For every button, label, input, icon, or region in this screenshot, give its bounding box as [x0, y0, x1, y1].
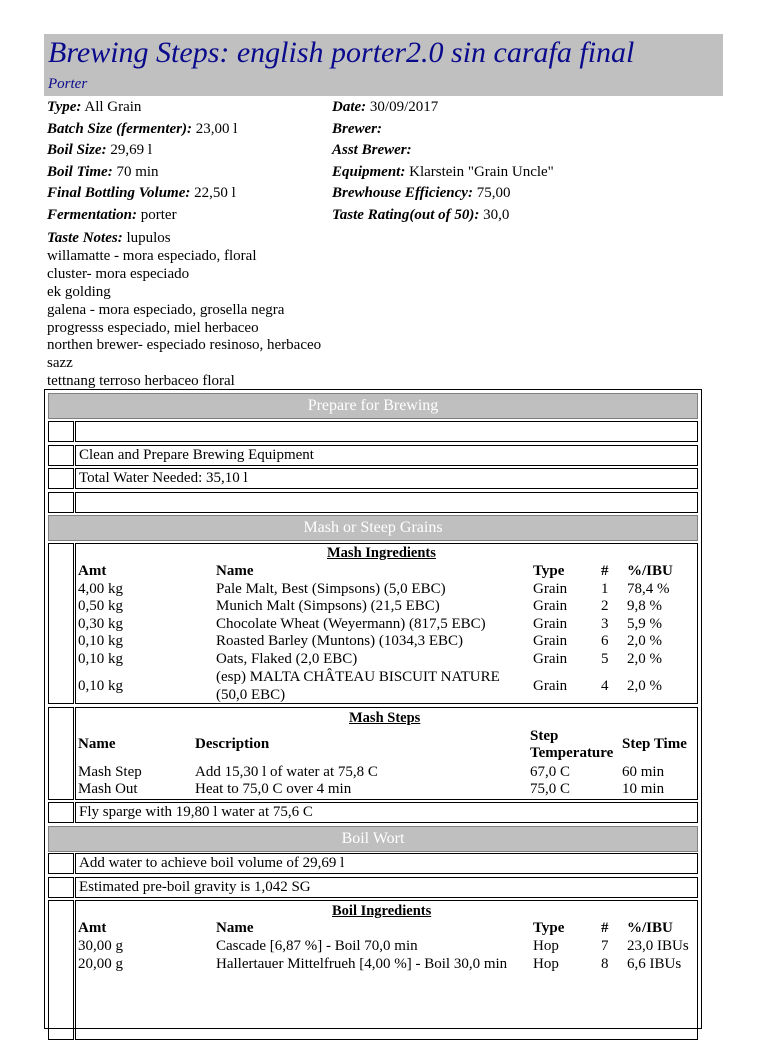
meta-date [332, 99, 438, 116]
cell-pct: 2,0 % [627, 633, 662, 649]
meta-value: 30,0 [483, 207, 510, 223]
cell-name: Cascade [6,87 %] - Boil 70,0 min [216, 938, 418, 954]
cell-type: Hop [533, 938, 559, 954]
checkbox-cell[interactable] [48, 900, 74, 1040]
meta-value: 30/09/2017 [369, 99, 439, 115]
meta-value: Klarstein "Grain Uncle" [409, 164, 554, 180]
col-num: # [601, 563, 609, 579]
col-step-time: Step Time [622, 736, 687, 752]
col-step-temp-cont: Temperature [530, 745, 614, 761]
checkbox-cell[interactable] [48, 468, 74, 489]
step-row [75, 853, 698, 874]
meta-fermentation [47, 207, 177, 224]
step-row-empty [75, 492, 698, 513]
meta-label: Batch Size (fermenter): [47, 121, 192, 137]
cell-name: Pale Malt, Best (Simpsons) (5,0 EBC) [216, 581, 446, 597]
checkbox-cell[interactable] [48, 421, 74, 442]
cell-type: Grain [533, 651, 568, 667]
meta-value: 22,50 l [194, 185, 236, 201]
sparge-text: Fly sparge with 19,80 l water at 75,6 C [79, 804, 313, 820]
cell-amt: 0,10 kg [78, 633, 123, 649]
cell-step-time: 60 min [622, 764, 665, 780]
taste-notes [47, 230, 321, 391]
meta-label: Asst Brewer: [332, 142, 412, 158]
meta-label: Taste Rating(out of 50): [332, 207, 480, 223]
cell-pct: 2,0 % [627, 651, 662, 667]
checkbox-cell[interactable] [48, 853, 74, 874]
meta-efficiency [332, 185, 510, 202]
col-name: Name [216, 563, 254, 579]
cell-step-desc: Heat to 75,0 C over 4 min [195, 781, 352, 797]
cell-name-cont: (50,0 EBC) [216, 687, 286, 703]
cell-type: Grain [533, 581, 568, 597]
cell-type: Hop [533, 956, 559, 972]
cell-step-temp: 67,0 C [530, 764, 571, 780]
step-row [75, 877, 698, 898]
taste-note-line: willamatte - mora especiado, floral [47, 247, 257, 264]
cell-pct: 78,4 % [627, 581, 670, 597]
taste-note-line: cluster- mora especiado [47, 265, 190, 282]
checkbox-cell[interactable] [48, 877, 74, 898]
col-amt: Amt [78, 563, 107, 579]
checkbox-cell[interactable] [48, 445, 74, 466]
cell-step-name: Mash Out [78, 781, 138, 797]
meta-label: Boil Size: [47, 142, 107, 158]
cell-amt: 30,00 g [78, 938, 123, 954]
col-name: Name [216, 920, 254, 936]
taste-note-line: northen brewer- especiado resinoso, herbaceo [47, 337, 322, 354]
step-row [75, 445, 698, 466]
col-step-desc: Description [195, 736, 270, 752]
meta-taste-rating [332, 207, 509, 224]
mash-ingredients-title: Mash Ingredients [327, 545, 436, 561]
cell-name: Chocolate Wheat (Weyermann) (817,5 EBC) [216, 616, 486, 632]
checkbox-cell[interactable] [48, 492, 74, 513]
col-type: Type [533, 563, 565, 579]
meta-value: 75,00 [476, 185, 511, 201]
boil-heading: Boil Wort [48, 826, 698, 852]
meta-label: Fermentation: [47, 207, 138, 223]
style-subtitle: Porter [48, 76, 88, 92]
taste-note-line: sazz [47, 355, 73, 372]
taste-note-line: galena - mora especiado, grosella negra [47, 301, 285, 318]
col-step-temp: Step [530, 728, 559, 744]
checkbox-cell[interactable] [48, 707, 74, 800]
cell-num: 7 [601, 938, 609, 954]
meta-label: Equipment: [332, 164, 406, 180]
cell-amt: 0,10 kg [78, 651, 123, 667]
cell-num: 5 [601, 651, 609, 667]
cell-step-temp: 75,0 C [530, 781, 571, 797]
meta-asst-brewer [332, 142, 412, 159]
cell-amt: 0,50 kg [78, 598, 123, 614]
meta-boil-time [47, 164, 159, 181]
cell-num: 3 [601, 616, 609, 632]
meta-value: 29,69 l [110, 142, 153, 158]
cell-pct: 6,6 IBUs [627, 956, 682, 972]
meta-label: Brewer: [332, 121, 382, 137]
cell-pct: 5,9 % [627, 616, 662, 632]
checkbox-cell[interactable] [48, 543, 74, 704]
taste-note-line: tettnang terroso herbaceo floral [47, 373, 235, 390]
step-row [75, 468, 698, 489]
cell-name: (esp) MALTA CHÂTEAU BISCUIT NATURE [216, 669, 500, 685]
meta-label: Date: [332, 99, 367, 115]
cell-step-time: 10 min [622, 781, 665, 797]
cell-pct: 23,0 IBUs [627, 938, 689, 954]
cell-type: Grain [533, 598, 568, 614]
taste-notes-value: lupulos [126, 230, 171, 246]
cell-amt: 20,00 g [78, 956, 123, 972]
meta-value: porter [140, 207, 177, 223]
title-bar [44, 34, 723, 96]
meta-value: 70 min [116, 164, 159, 180]
col-num: # [601, 920, 609, 936]
col-amt: Amt [78, 920, 107, 936]
step-text: Clean and Prepare Brewing Equipment [79, 447, 314, 463]
cell-name: Munich Malt (Simpsons) (21,5 EBC) [216, 598, 440, 614]
col-pct: %/IBU [627, 563, 673, 579]
meta-brewer [332, 121, 382, 138]
cell-num: 1 [601, 581, 609, 597]
taste-note-line: progresss especiado, miel herbaceo [47, 319, 259, 336]
cell-amt: 0,30 kg [78, 616, 123, 632]
cell-step-desc: Add 15,30 l of water at 75,8 C [195, 764, 378, 780]
meta-batch-size [47, 121, 237, 138]
cell-type: Grain [533, 678, 568, 694]
taste-notes-first-line [47, 230, 321, 248]
cell-num: 2 [601, 598, 609, 614]
meta-label: Type: [47, 99, 82, 115]
checkbox-cell[interactable] [48, 802, 74, 823]
col-pct: %/IBU [627, 920, 673, 936]
cell-num: 8 [601, 956, 609, 972]
step-text: Add water to achieve boil volume of 29,69 l [79, 855, 345, 871]
cell-amt: 4,00 kg [78, 581, 123, 597]
taste-notes-label: Taste Notes: [47, 230, 123, 246]
step-text: Estimated pre-boil gravity is 1,042 SG [79, 879, 311, 895]
cell-num: 4 [601, 678, 609, 694]
cell-pct: 2,0 % [627, 678, 662, 694]
prepare-heading: Prepare for Brewing [48, 393, 698, 419]
meta-label: Final Bottling Volume: [47, 185, 191, 201]
cell-pct: 9,8 % [627, 598, 662, 614]
meta-label: Boil Time: [47, 164, 113, 180]
step-row [75, 802, 698, 823]
meta-label: Brewhouse Efficiency: [332, 185, 473, 201]
cell-num: 6 [601, 633, 609, 649]
meta-bottling-volume [47, 185, 236, 202]
meta-boil-size [47, 142, 152, 159]
boil-ingredients-title: Boil Ingredients [332, 903, 432, 919]
cell-amt: 0,10 kg [78, 678, 123, 694]
meta-equipment [332, 164, 554, 181]
cell-name: Hallertauer Mittelfrueh [4,00 %] - Boil 30,0 min [216, 956, 508, 972]
meta-value: 23,00 l [195, 121, 238, 137]
meta-value: All Grain [84, 99, 142, 115]
cell-name: Oats, Flaked (2,0 EBC) [216, 651, 358, 667]
mash-heading: Mash or Steep Grains [48, 515, 698, 541]
step-row-empty [75, 421, 698, 442]
col-type: Type [533, 920, 565, 936]
page-title: Brewing Steps: english porter2.0 sin carafa final [48, 36, 635, 69]
cell-name: Roasted Barley (Muntons) (1034,3 EBC) [216, 633, 464, 649]
step-text: Total Water Needed: 35,10 l [79, 470, 248, 486]
meta-type [47, 99, 141, 116]
col-step-name: Name [78, 736, 116, 752]
cell-step-name: Mash Step [78, 764, 142, 780]
cell-type: Grain [533, 633, 568, 649]
mash-steps-title: Mash Steps [349, 710, 421, 726]
taste-note-line: ek golding [47, 283, 111, 300]
cell-type: Grain [533, 616, 568, 632]
